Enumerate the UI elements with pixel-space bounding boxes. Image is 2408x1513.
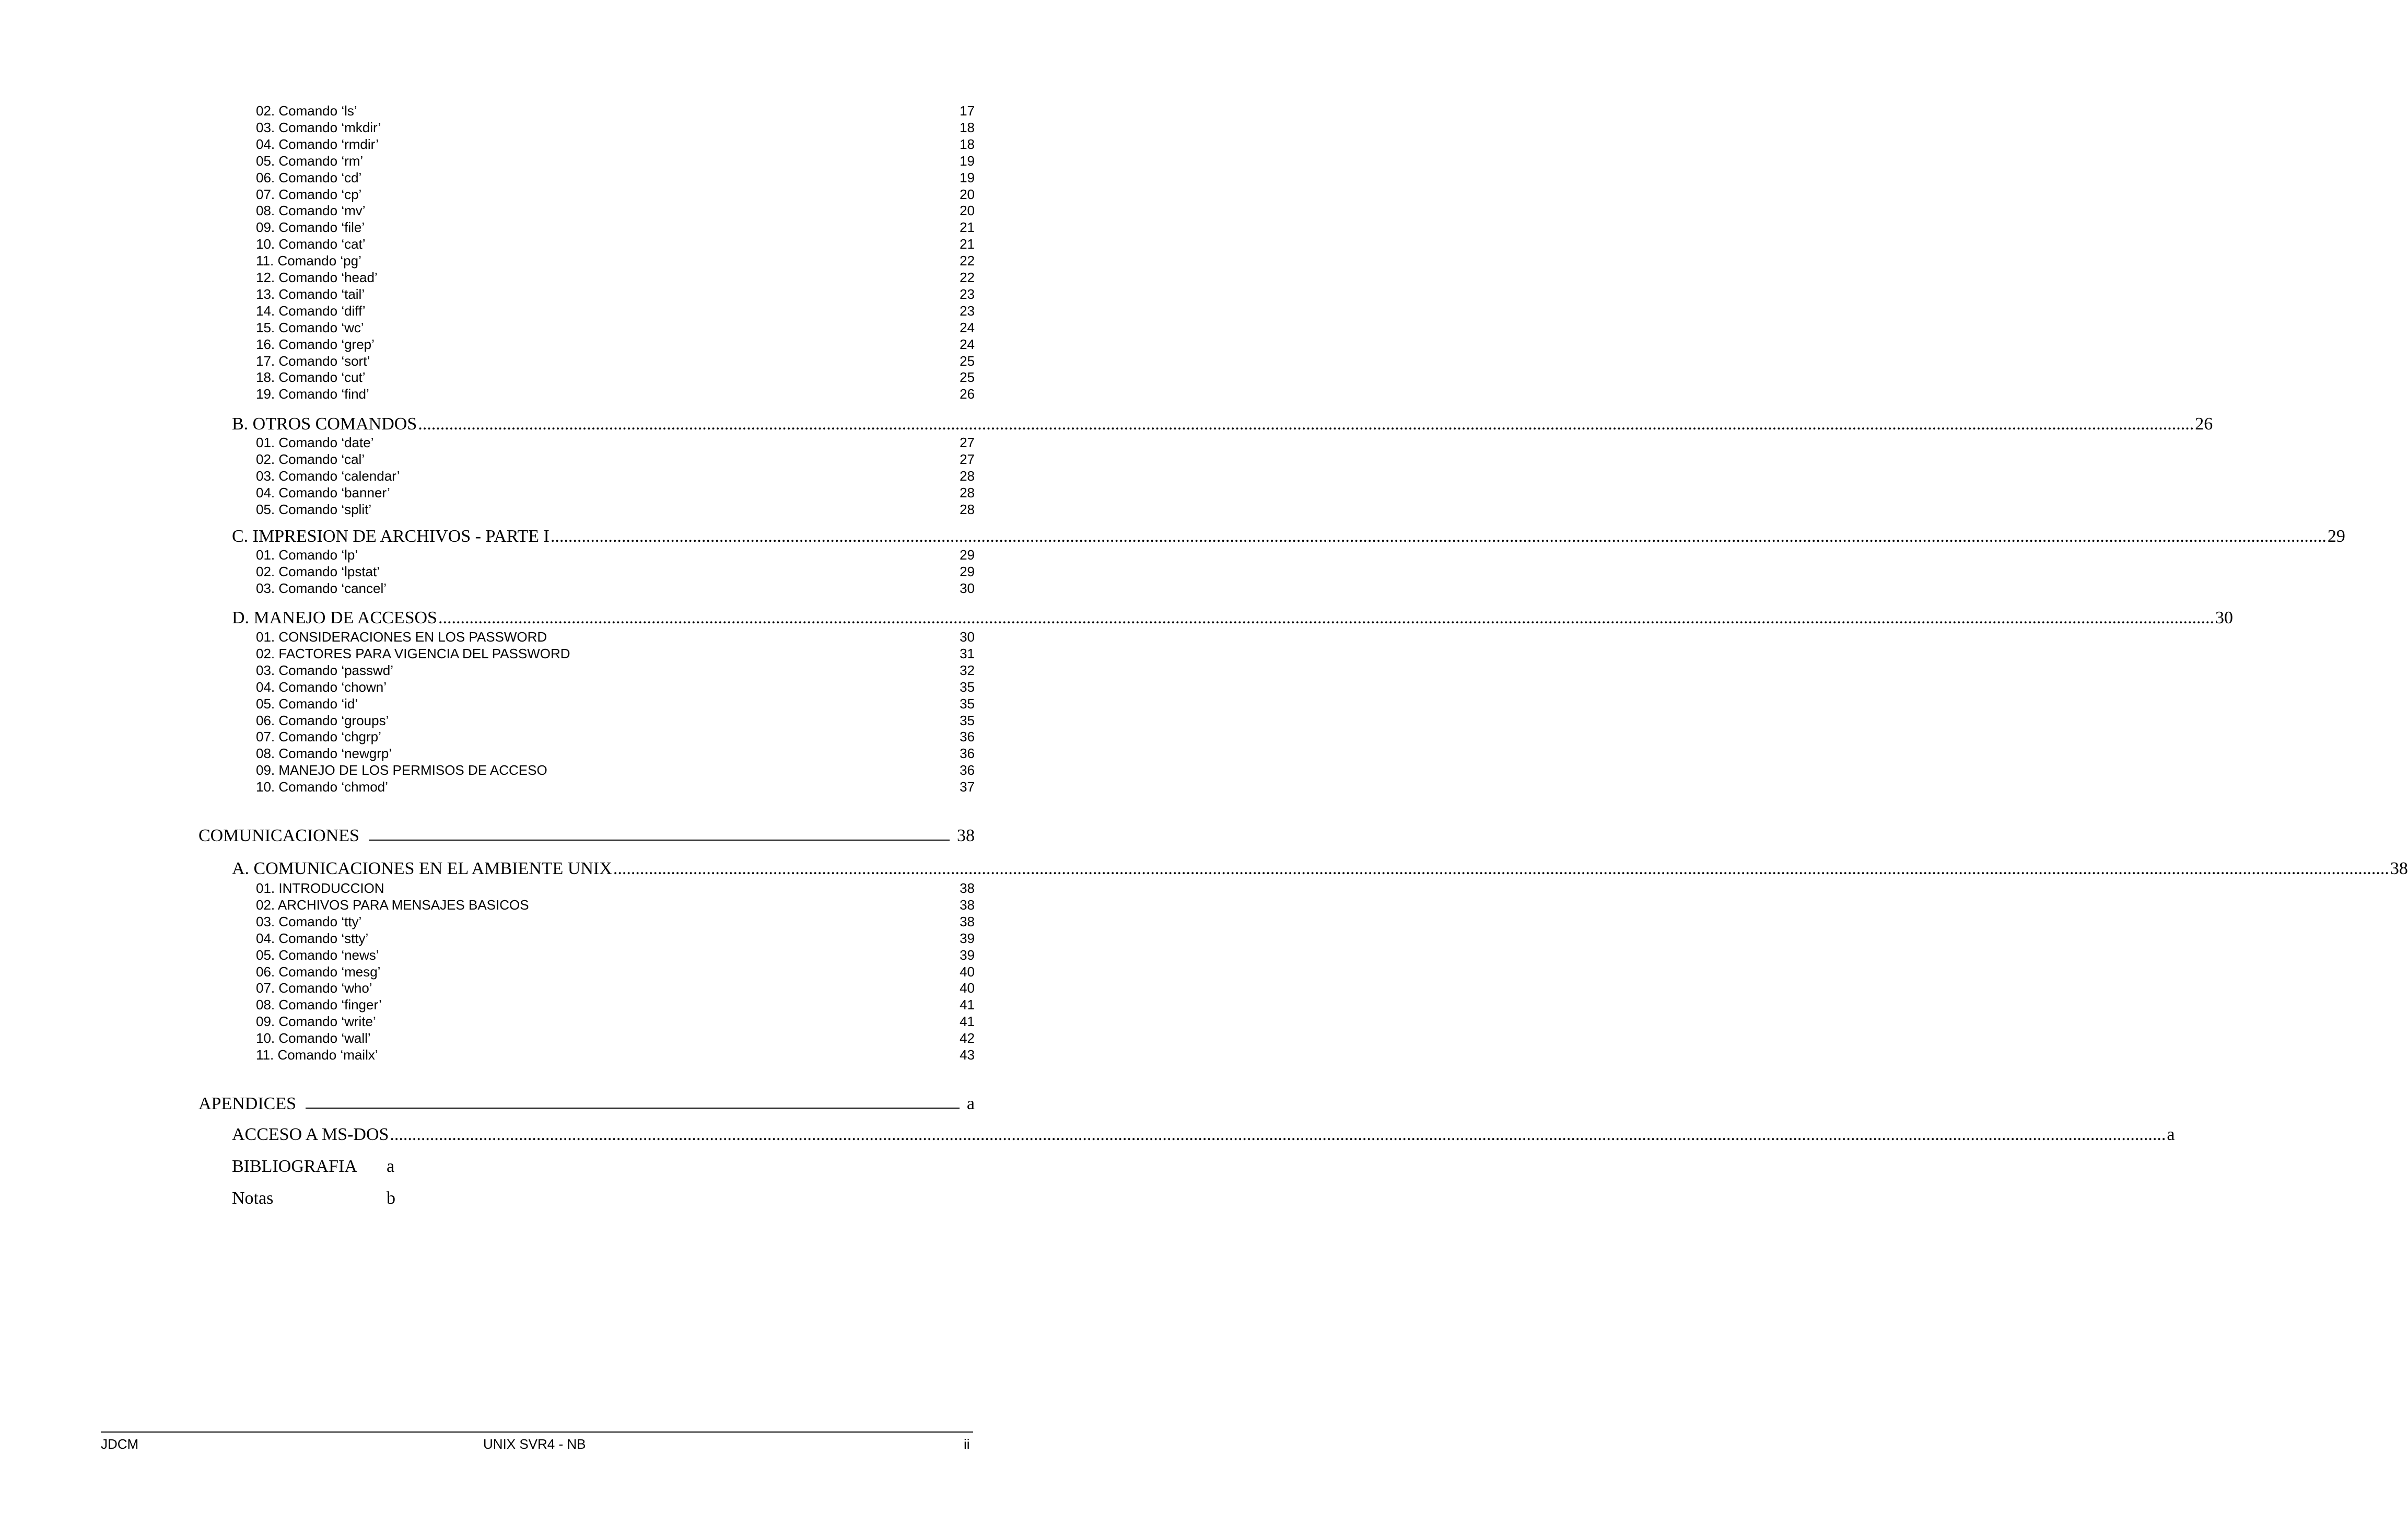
toc-entry-page: 36 [960, 746, 975, 762]
toc-entry-label: 05. Comando ‘rm’ [256, 153, 364, 169]
toc-entry [256, 468, 975, 484]
toc-entry-page: 32 [960, 662, 975, 678]
toc-entry-label: 04. Comando ‘chown’ [256, 679, 387, 695]
toc-entry [256, 913, 975, 930]
toc-entry [256, 252, 975, 269]
toc-entry-page: 22 [960, 270, 975, 285]
toc-entry-label: 01. Comando ‘lp’ [256, 547, 358, 563]
toc-entry [256, 1013, 975, 1030]
toc-entry-page: 18 [960, 119, 975, 135]
toc-section-page: 26 [2195, 414, 2213, 434]
toc-entry-page: 39 [960, 947, 975, 963]
dot-leader: ................................................................................................................................................................................................................................................................................................................................................................................................................ [418, 414, 2194, 434]
toc-entry [256, 1046, 975, 1063]
toc-entry-page: 24 [960, 336, 975, 352]
toc-entry-page: 36 [960, 729, 975, 745]
toc-entry-label: 03. Comando ‘tty’ [256, 913, 362, 929]
toc-entry-label: 18. Comando ‘cut’ [256, 369, 366, 386]
toc-entry-label: 05. Comando ‘id’ [256, 695, 358, 712]
toc-entry [256, 695, 975, 712]
toc-entry-label: 08. Comando ‘mv’ [256, 203, 366, 219]
toc-section-c [232, 525, 2345, 548]
toc-entry-label: 15. Comando ‘wc’ [256, 319, 364, 335]
toc-chapter-label: APENDICES [198, 1094, 297, 1113]
toc-entry [256, 484, 975, 501]
toc-entry [256, 580, 975, 597]
toc-entry-page: 27 [960, 435, 975, 450]
toc-entry-label: 02. ARCHIVOS PARA MENSAJES BASICOS [256, 897, 529, 913]
toc-entry-label: 02. Comando ‘ls’ [256, 103, 357, 119]
toc-entry [256, 778, 975, 795]
toc-entry-page: 43 [960, 1047, 975, 1063]
toc-entry [256, 563, 975, 580]
toc-entry [256, 662, 975, 679]
toc-entry-label: 19. Comando ‘find’ [256, 386, 369, 402]
dot-leader: ................................................................................................................................................................................................................................................................................................................................................................................................................ [550, 527, 2327, 546]
toc-entry [256, 1030, 975, 1046]
toc-entry [256, 153, 975, 169]
toc-section-page: a [2167, 1125, 2175, 1144]
toc-entry [256, 930, 975, 947]
toc-section-com-a [232, 857, 2408, 880]
toc-entry-page: 21 [960, 219, 975, 236]
toc-entry-page: 25 [960, 369, 975, 386]
toc-entry-page: 26 [960, 386, 975, 402]
toc-entry-page: 17 [960, 103, 975, 119]
toc-entry-label: 07. Comando ‘cp’ [256, 186, 362, 202]
toc-entry [256, 302, 975, 319]
toc-entry [256, 102, 975, 119]
toc-entry-page: 35 [960, 695, 975, 712]
toc-entry-label: 04. Comando ‘rmdir’ [256, 136, 379, 152]
toc-section-page: 29 [2327, 527, 2345, 546]
toc-entry-page: 25 [960, 353, 975, 369]
toc-entry [256, 980, 975, 996]
toc-entry-label: 03. Comando ‘calendar’ [256, 468, 400, 484]
toc-section-msdos [232, 1123, 2175, 1146]
toc-entry-page: 23 [960, 286, 975, 302]
toc-entry-label: 02. FACTORES PARA VIGENCIA DEL PASSWORD [256, 645, 570, 661]
toc-entry-label: 09. Comando ‘write’ [256, 1014, 376, 1030]
toc-entry [256, 369, 975, 386]
toc-entry-label: 03. Comando ‘mkdir’ [256, 119, 381, 135]
toc-entry [256, 286, 975, 302]
dot-leader: ................................................................................................................................................................................................................................................................................................................................................................................................................ [438, 608, 2214, 627]
footer-page-number: ii [964, 1436, 970, 1452]
toc-entry-label: 09. MANEJO DE LOS PERMISOS DE ACCESO [256, 762, 547, 778]
toc-entry [256, 712, 975, 729]
toc-entry-page: 19 [960, 153, 975, 169]
toc-entry-page: 20 [960, 186, 975, 202]
toc-entry-page: 41 [960, 1014, 975, 1030]
toc-entry-page: 37 [960, 779, 975, 795]
toc-entry-label: 06. Comando ‘cd’ [256, 169, 362, 185]
toc-entry-page: 18 [960, 136, 975, 152]
toc-entry [256, 762, 975, 778]
toc-chapter-label: COMUNICACIONES [198, 826, 359, 845]
toc-entry-label: 10. Comando ‘wall’ [256, 1030, 371, 1046]
toc-entry-page: 21 [960, 236, 975, 252]
toc-entry-page: 28 [960, 501, 975, 517]
toc-entry-label: 02. Comando ‘cal’ [256, 451, 365, 467]
toc-entry [256, 897, 975, 913]
toc-entry [256, 186, 975, 203]
toc-entry-label: 11. Comando ‘mailx’ [256, 1047, 378, 1063]
toc-bibliografia-page: a [387, 1157, 395, 1176]
toc-entry [256, 501, 975, 518]
toc-entry-label: 10. Comando ‘chmod’ [256, 779, 388, 795]
toc-entry [256, 745, 975, 762]
toc-entry-label: 04. Comando ‘banner’ [256, 484, 390, 501]
toc-entry [256, 386, 975, 402]
toc-chapter-page: 38 [957, 826, 975, 845]
toc-entry [256, 645, 975, 662]
toc-chapter-comunicaciones [198, 824, 975, 848]
toc-entry-label: 01. Comando ‘date’ [256, 435, 374, 450]
toc-entry-page: 35 [960, 712, 975, 728]
chapter-leader-line [369, 824, 950, 841]
toc-chapter-apendices [198, 1092, 975, 1116]
toc-entry-label: 14. Comando ‘diff’ [256, 302, 366, 319]
toc-entry-page: 24 [960, 319, 975, 335]
toc-entry-page: 30 [960, 580, 975, 596]
chapter-leader-line [306, 1092, 960, 1109]
toc-entry-label: 13. Comando ‘tail’ [256, 286, 365, 302]
toc-chapter-page: a [966, 1094, 975, 1113]
toc-section-b [232, 413, 2213, 436]
toc-notas-page: b [387, 1189, 395, 1208]
toc-entry-page: 35 [960, 679, 975, 695]
toc-entry-page: 39 [960, 930, 975, 946]
toc-entry [256, 963, 975, 980]
toc-entry-page: 23 [960, 302, 975, 319]
toc-entry-page: 22 [960, 253, 975, 269]
toc-entry-page: 38 [960, 913, 975, 929]
toc-entry-label: 07. Comando ‘chgrp’ [256, 729, 381, 745]
toc-entry-label: 07. Comando ‘who’ [256, 980, 372, 996]
toc-entry-label: 05. Comando ‘split’ [256, 501, 372, 517]
toc-entry-page: 36 [960, 762, 975, 778]
toc-entry-label: 04. Comando ‘stty’ [256, 930, 369, 946]
toc-entry-label: 01. INTRODUCCION [256, 880, 384, 896]
toc-entry-page: 20 [960, 203, 975, 219]
toc-entry [256, 202, 975, 219]
toc-entry-page: 30 [960, 629, 975, 645]
footer-center: UNIX SVR4 - NB [483, 1436, 586, 1452]
toc-entry-page: 29 [960, 547, 975, 563]
toc-entry-page: 27 [960, 451, 975, 467]
toc-entry-label: 17. Comando ‘sort’ [256, 353, 370, 369]
toc-entry-page: 40 [960, 963, 975, 980]
footer-left: JDCM [101, 1436, 139, 1452]
toc-section-d [232, 607, 2233, 630]
toc-entry-page: 31 [960, 645, 975, 661]
toc-section-label: B. OTROS COMANDOS [232, 414, 417, 434]
toc-entry-label: 06. Comando ‘groups’ [256, 712, 389, 728]
toc-entry-page: 38 [960, 897, 975, 913]
toc-entry [256, 451, 975, 468]
toc-entry [256, 136, 975, 153]
toc-entry [256, 728, 975, 745]
toc-section-label: C. IMPRESION DE ARCHIVOS - PARTE I [232, 527, 550, 546]
toc-entry-page: 28 [960, 468, 975, 484]
toc-entry-label: 06. Comando ‘mesg’ [256, 963, 381, 980]
toc-section-label: D. MANEJO DE ACCESOS [232, 608, 437, 627]
toc-entry [256, 269, 975, 286]
toc-entry [256, 319, 975, 336]
toc-entry [256, 546, 975, 563]
toc-section-label: A. COMUNICACIONES EN EL AMBIENTE UNIX [232, 859, 612, 878]
toc-entry-label: 16. Comando ‘grep’ [256, 336, 375, 352]
toc-entry-label: 08. Comando ‘newgrp’ [256, 746, 392, 762]
toc-section-page: 30 [2215, 608, 2233, 627]
toc-entry [256, 336, 975, 353]
toc-section-label: ACCESO A MS-DOS [232, 1125, 389, 1144]
toc-entry-page: 19 [960, 169, 975, 185]
toc-entry [256, 434, 975, 451]
toc-entry-label: 08. Comando ‘finger’ [256, 997, 382, 1013]
dot-leader: ................................................................................................................................................................................................................................................................................................................................................................................................................ [390, 1125, 2166, 1144]
toc-notas-label: Notas [232, 1189, 274, 1208]
toc-entry [256, 947, 975, 963]
toc-entry-label: 05. Comando ‘news’ [256, 947, 379, 963]
toc-entry-label: 11. Comando ‘pg’ [256, 253, 361, 269]
toc-entry-label: 03. Comando ‘passwd’ [256, 662, 394, 678]
toc-entry [256, 996, 975, 1013]
toc-entry-label: 02. Comando ‘lpstat’ [256, 563, 380, 579]
toc-entry [256, 119, 975, 136]
toc-entry [256, 679, 975, 695]
toc-entry-page: 42 [960, 1030, 975, 1046]
toc-bibliografia-label: BIBLIOGRAFIA [232, 1157, 357, 1176]
dot-leader: ................................................................................................................................................................................................................................................................................................................................................................................................................ [613, 859, 2389, 878]
toc-entry-page: 29 [960, 563, 975, 579]
toc-entry-label: 12. Comando ‘head’ [256, 270, 378, 285]
toc-entry [256, 236, 975, 252]
toc-entry [256, 169, 975, 186]
toc-entry-label: 09. Comando ‘file’ [256, 219, 365, 236]
toc-entry-page: 38 [960, 880, 975, 896]
footer-divider [101, 1431, 973, 1433]
toc-entry-page: 41 [960, 997, 975, 1013]
toc-entry-label: 01. CONSIDERACIONES EN LOS PASSWORD [256, 629, 547, 645]
toc-entry-page: 28 [960, 484, 975, 501]
toc-entry [256, 353, 975, 369]
toc-entry-page: 40 [960, 980, 975, 996]
toc-entry [256, 880, 975, 897]
toc-entry-label: 03. Comando ‘cancel’ [256, 580, 387, 596]
toc-entry-label: 10. Comando ‘cat’ [256, 236, 366, 252]
toc-entry [256, 629, 975, 645]
toc-section-page: 38 [2390, 859, 2408, 878]
toc-entry [256, 219, 975, 236]
